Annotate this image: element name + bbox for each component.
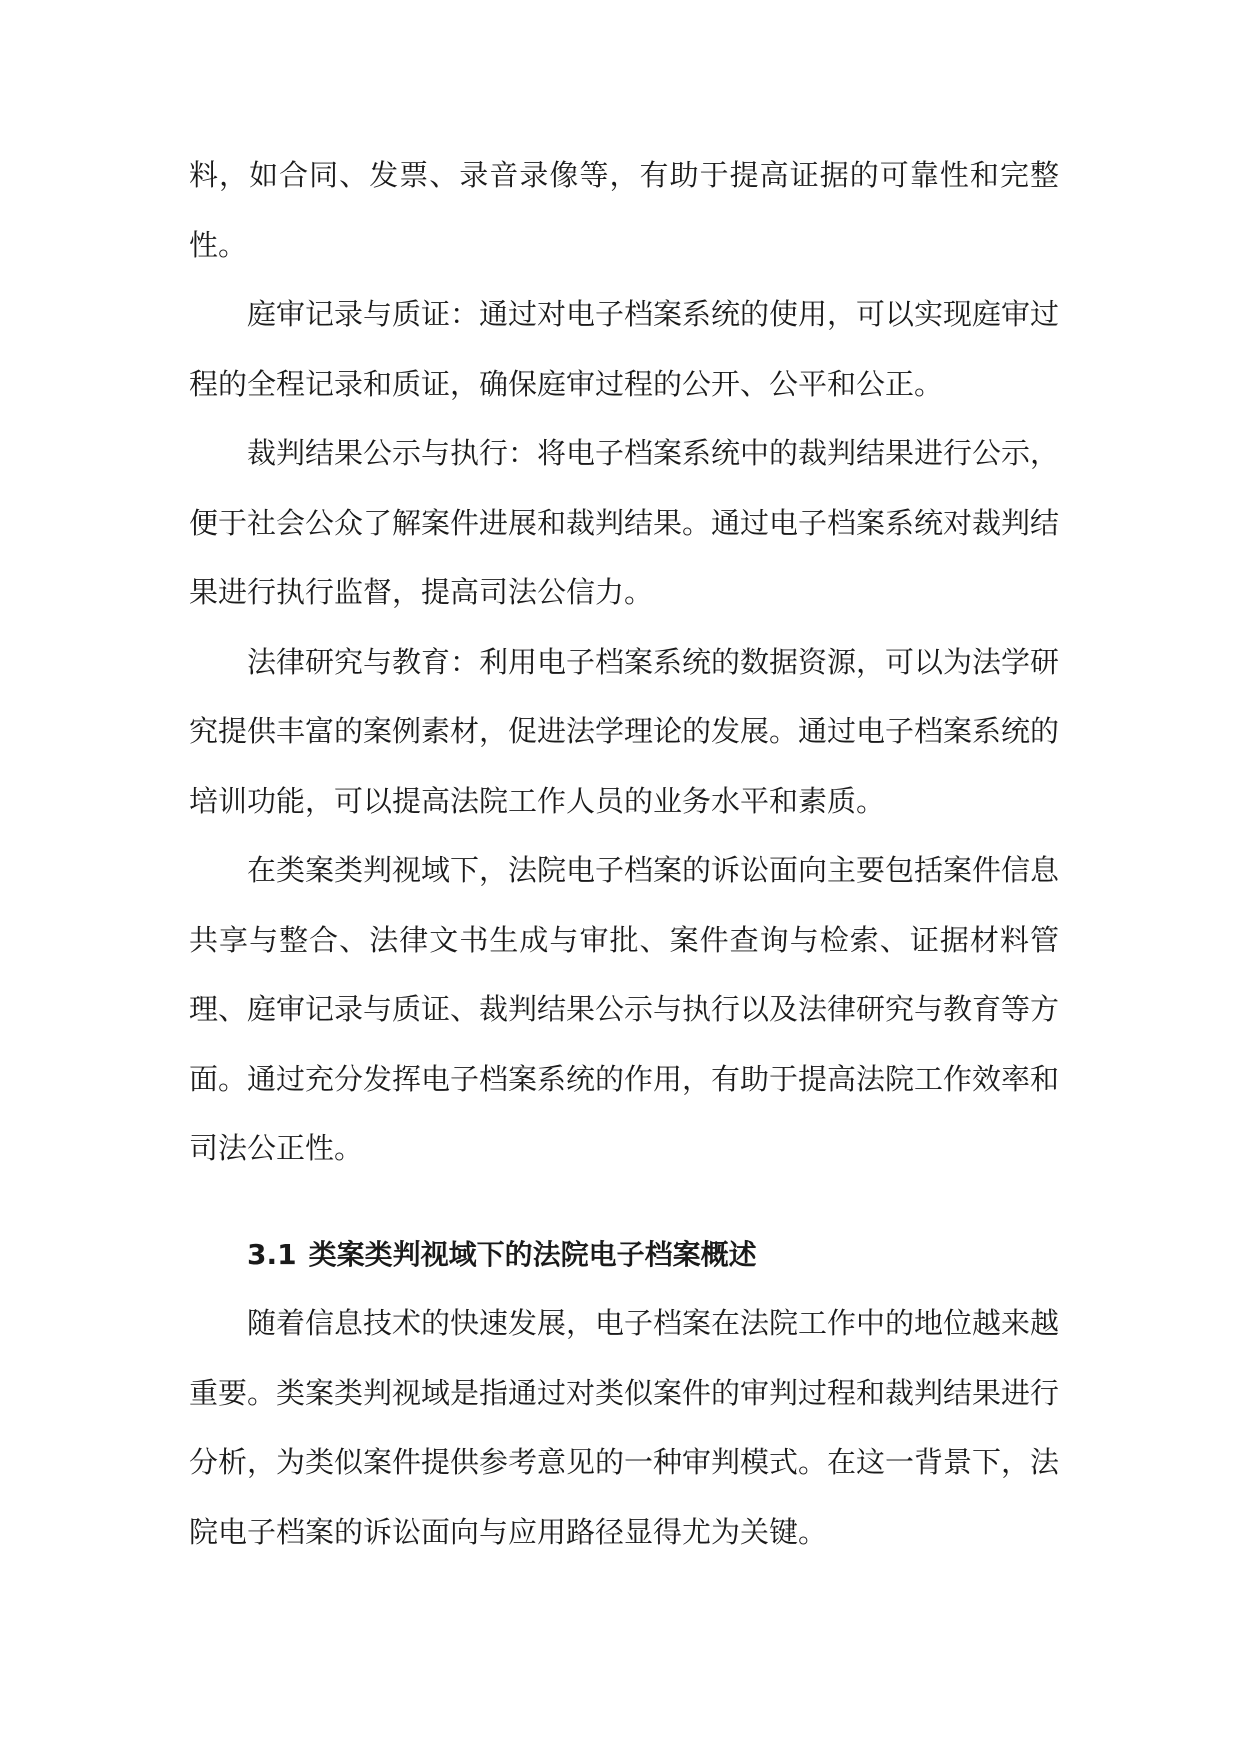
paragraph-section-intro: 随着信息技术的快速发展，电子档案在法院工作中的地位越来越重要。类案类判视域是指通过对类似案件的审判过程和裁判结果进行分析，为类似案件提供参考意见的一种审判模式。在这一背景下，法院电子档案的诉讼面向与应用路径显得尤为关键。 [189, 1306, 1060, 1549]
section-heading [189, 1220, 1059, 1290]
paragraph-summary: 在类案类判视域下，法院电子档案的诉讼面向主要包括案件信息共享与整合、法律文书生成与审批、案件查询与检索、证据材料管理、庭审记录与质证、裁判结果公示与执行以及法律研究与教育等方面。通过充分发挥电子档案系统的作用，有助于提高法院工作效率和司法公正性。 [189, 853, 1060, 1165]
document-body [189, 141, 1059, 1567]
paragraph-continuation: 料，如合同、发票、录音录像等，有助于提高证据的可靠性和完整性。 [189, 158, 1059, 262]
paragraph-legal-research: 法律研究与教育：利用电子档案系统的数据资源，可以为法学研究提供丰富的案例素材，促进法学理论的发展。通过电子档案系统的培训功能，可以提高法院工作人员的业务水平和素质。 [189, 644, 1060, 818]
section-number: 3.1 [247, 1237, 297, 1271]
paragraph-court-records: 庭审记录与质证：通过对电子档案系统的使用，可以实现庭审过程的全程记录和质证，确保庭审过程的公开、公平和公正。 [189, 297, 1060, 401]
paragraph-judgment-publication: 裁判结果公示与执行：将电子档案系统中的裁判结果进行公示，便于社会公众了解案件进展和裁判结果。通过电子档案系统对裁判结果进行执行监督，提高司法公信力。 [189, 436, 1060, 609]
section-title: 类案类判视域下的法院电子档案概述 [308, 1237, 757, 1271]
